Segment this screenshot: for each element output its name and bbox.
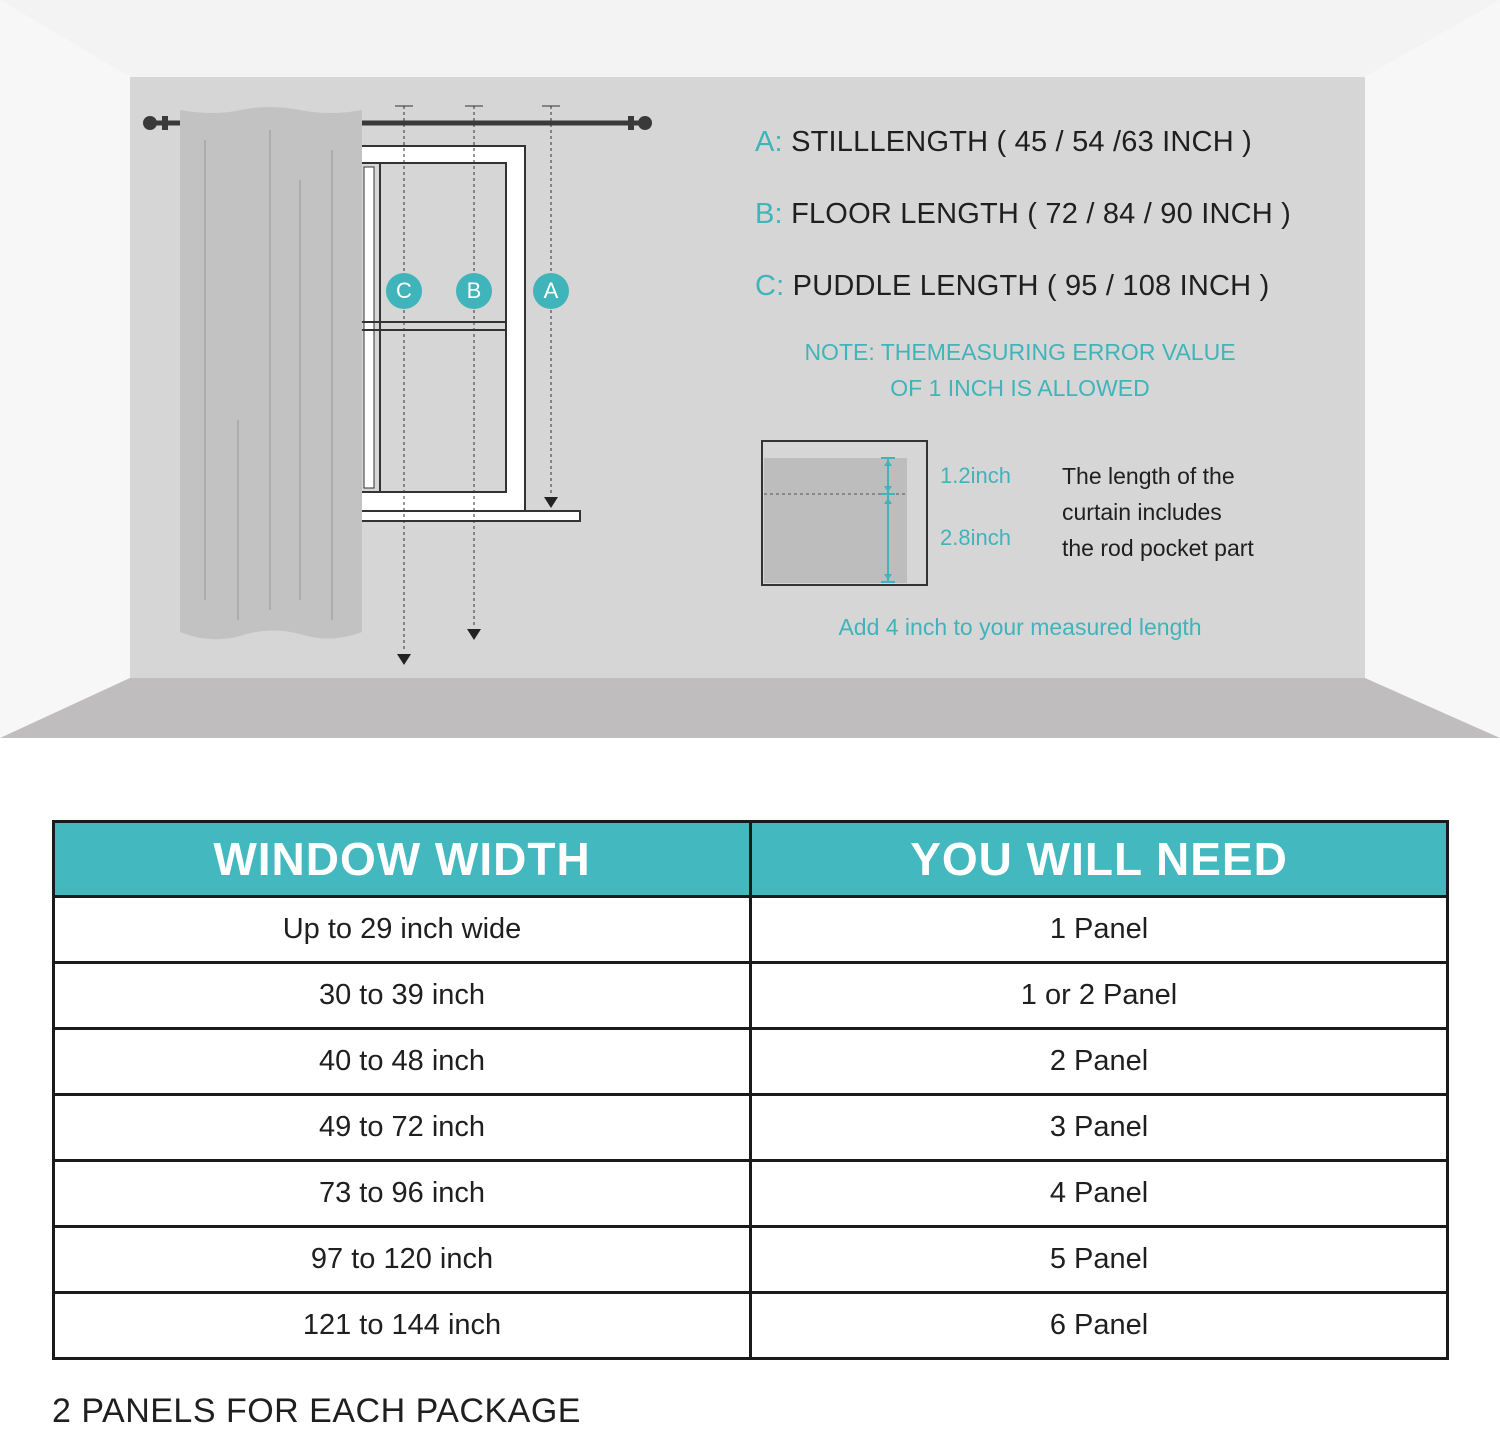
width-cell: 73 to 96 inch — [54, 1161, 751, 1227]
header-you-will-need: YOU WILL NEED — [751, 822, 1448, 897]
table-row — [54, 1227, 1448, 1293]
need-cell: 4 Panel — [751, 1161, 1448, 1227]
package-note: 2 PANELS FOR EACH PACKAGE — [52, 1392, 581, 1430]
width-cell: 30 to 39 inch — [54, 963, 751, 1029]
legend-a-key: A: — [755, 126, 783, 158]
legend-b-key: B: — [755, 198, 783, 230]
legend-b-text: FLOOR LENGTH ( 72 / 84 / 90 INCH ) — [782, 198, 1291, 230]
add-length-note: Add 4 inch to your measured length — [838, 614, 1202, 640]
rod-pocket-line2: curtain includes — [1062, 499, 1222, 525]
width-cell: 121 to 144 inch — [54, 1293, 751, 1359]
panel-size-table — [52, 820, 1449, 1360]
rod-pocket-line1: The length of the — [1062, 463, 1235, 489]
legend-c-key: C: — [755, 270, 785, 302]
table-row — [54, 1095, 1448, 1161]
need-cell: 1 Panel — [751, 897, 1448, 963]
legend-a — [755, 126, 1252, 159]
marker-b-badge: B — [456, 273, 492, 309]
marker-a-badge: A — [533, 273, 569, 309]
legend-c — [755, 270, 1269, 303]
measuring-note-line2: OF 1 INCH IS ALLOWED — [890, 375, 1150, 401]
header-window-width: WINDOW WIDTH — [54, 822, 751, 897]
measuring-note — [780, 334, 1260, 406]
need-cell: 3 Panel — [751, 1095, 1448, 1161]
table-row — [54, 1161, 1448, 1227]
need-cell: 1 or 2 Panel — [751, 963, 1448, 1029]
rod-pocket-diagram — [762, 441, 927, 585]
measuring-note-line1: NOTE: THEMEASURING ERROR VALUE — [804, 339, 1236, 365]
table-row — [54, 963, 1448, 1029]
table-row — [54, 897, 1448, 963]
pocket-top-label: 1.2inch — [940, 463, 1011, 488]
floor — [0, 678, 1500, 738]
legend-a-text: STILLLENGTH ( 45 / 54 /63 INCH ) — [782, 126, 1252, 158]
legend-b — [755, 198, 1291, 231]
width-cell: 97 to 120 inch — [54, 1227, 751, 1293]
ceiling — [0, 0, 1500, 77]
left-wall — [0, 0, 130, 738]
window-sill — [345, 511, 580, 521]
rod-pocket-description — [1062, 458, 1322, 566]
table-row — [54, 1029, 1448, 1095]
curtain-panel — [180, 107, 362, 639]
width-cell: 40 to 48 inch — [54, 1029, 751, 1095]
need-cell: 2 Panel — [751, 1029, 1448, 1095]
legend-c-text: PUDDLE LENGTH ( 95 / 108 INCH ) — [784, 270, 1270, 302]
rod-pocket-line3: the rod pocket part — [1062, 535, 1254, 561]
width-cell: 49 to 72 inch — [54, 1095, 751, 1161]
right-wall — [1365, 0, 1500, 738]
table-row — [54, 1293, 1448, 1359]
width-cell: Up to 29 inch wide — [54, 897, 751, 963]
table-header-row — [54, 822, 1448, 897]
need-cell: 6 Panel — [751, 1293, 1448, 1359]
marker-c-badge: C — [386, 273, 422, 309]
need-cell: 5 Panel — [751, 1227, 1448, 1293]
pocket-bottom-label: 2.8inch — [940, 525, 1011, 550]
